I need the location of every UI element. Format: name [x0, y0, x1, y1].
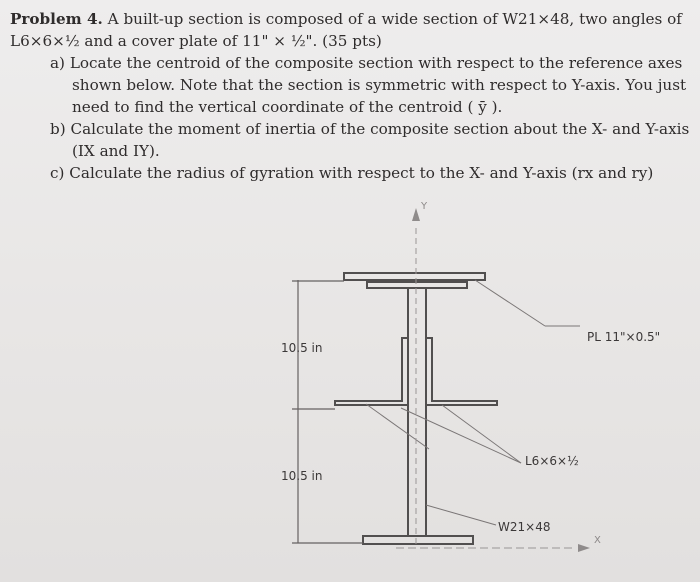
w-bottom-flange [363, 536, 473, 544]
angle-label: L6×6×½ [525, 454, 579, 468]
cover-plate [344, 273, 485, 280]
left-angle [335, 338, 408, 405]
part-a-line-3: need to find the vertical coordinate of the centroid ( ȳ ). [72, 98, 503, 116]
part-c-marker: c) [50, 164, 65, 182]
part-a-line-2: shown below. Note that the section is symmetric with respect to Y-axis. You just [72, 76, 687, 94]
part-c-text-1: Calculate the radius of gyration with respect to the X- and Y-axis (rx and ry) [69, 164, 654, 182]
angle-leader-3 [366, 404, 429, 449]
axis-arrows [412, 208, 590, 552]
intro-line-2: L6×6×½ and a cover plate of 11" × ½". (35 pts) [10, 32, 382, 50]
part-a-text-1: Locate the centroid of the composite section with respect to the reference axes [69, 54, 683, 72]
problem-heading: Problem 4. [10, 10, 103, 28]
part-b-text-1: Calculate the moment of inertia of the composite section about the X- and Y-axis [70, 120, 690, 138]
right-angle [426, 338, 497, 405]
w-section-label: W21×48 [498, 520, 551, 534]
w-leader [426, 505, 496, 525]
x-axis-label: X [594, 535, 601, 546]
dimension-lines [292, 280, 363, 543]
y-axis-label: Y [421, 201, 428, 212]
plate-leader [475, 280, 545, 326]
y-axis-arrow [412, 208, 420, 221]
dimension-top-label: 10.5 in [281, 341, 323, 355]
angle-leader-2 [442, 405, 521, 463]
part-b-marker: b) [50, 120, 66, 138]
intro-text-1: A built-up section is composed of a wide section of W21×48, two angles of [107, 10, 682, 28]
dimension-bottom-label: 10.5 in [281, 469, 323, 483]
part-a-marker: a) [50, 54, 65, 72]
leader-lines [366, 280, 580, 525]
plate-label: PL 11"×0.5" [587, 330, 661, 344]
part-b-line-2: (IX and IY). [72, 142, 160, 160]
x-axis-arrow [578, 544, 590, 552]
angle-leader-1 [401, 408, 521, 463]
